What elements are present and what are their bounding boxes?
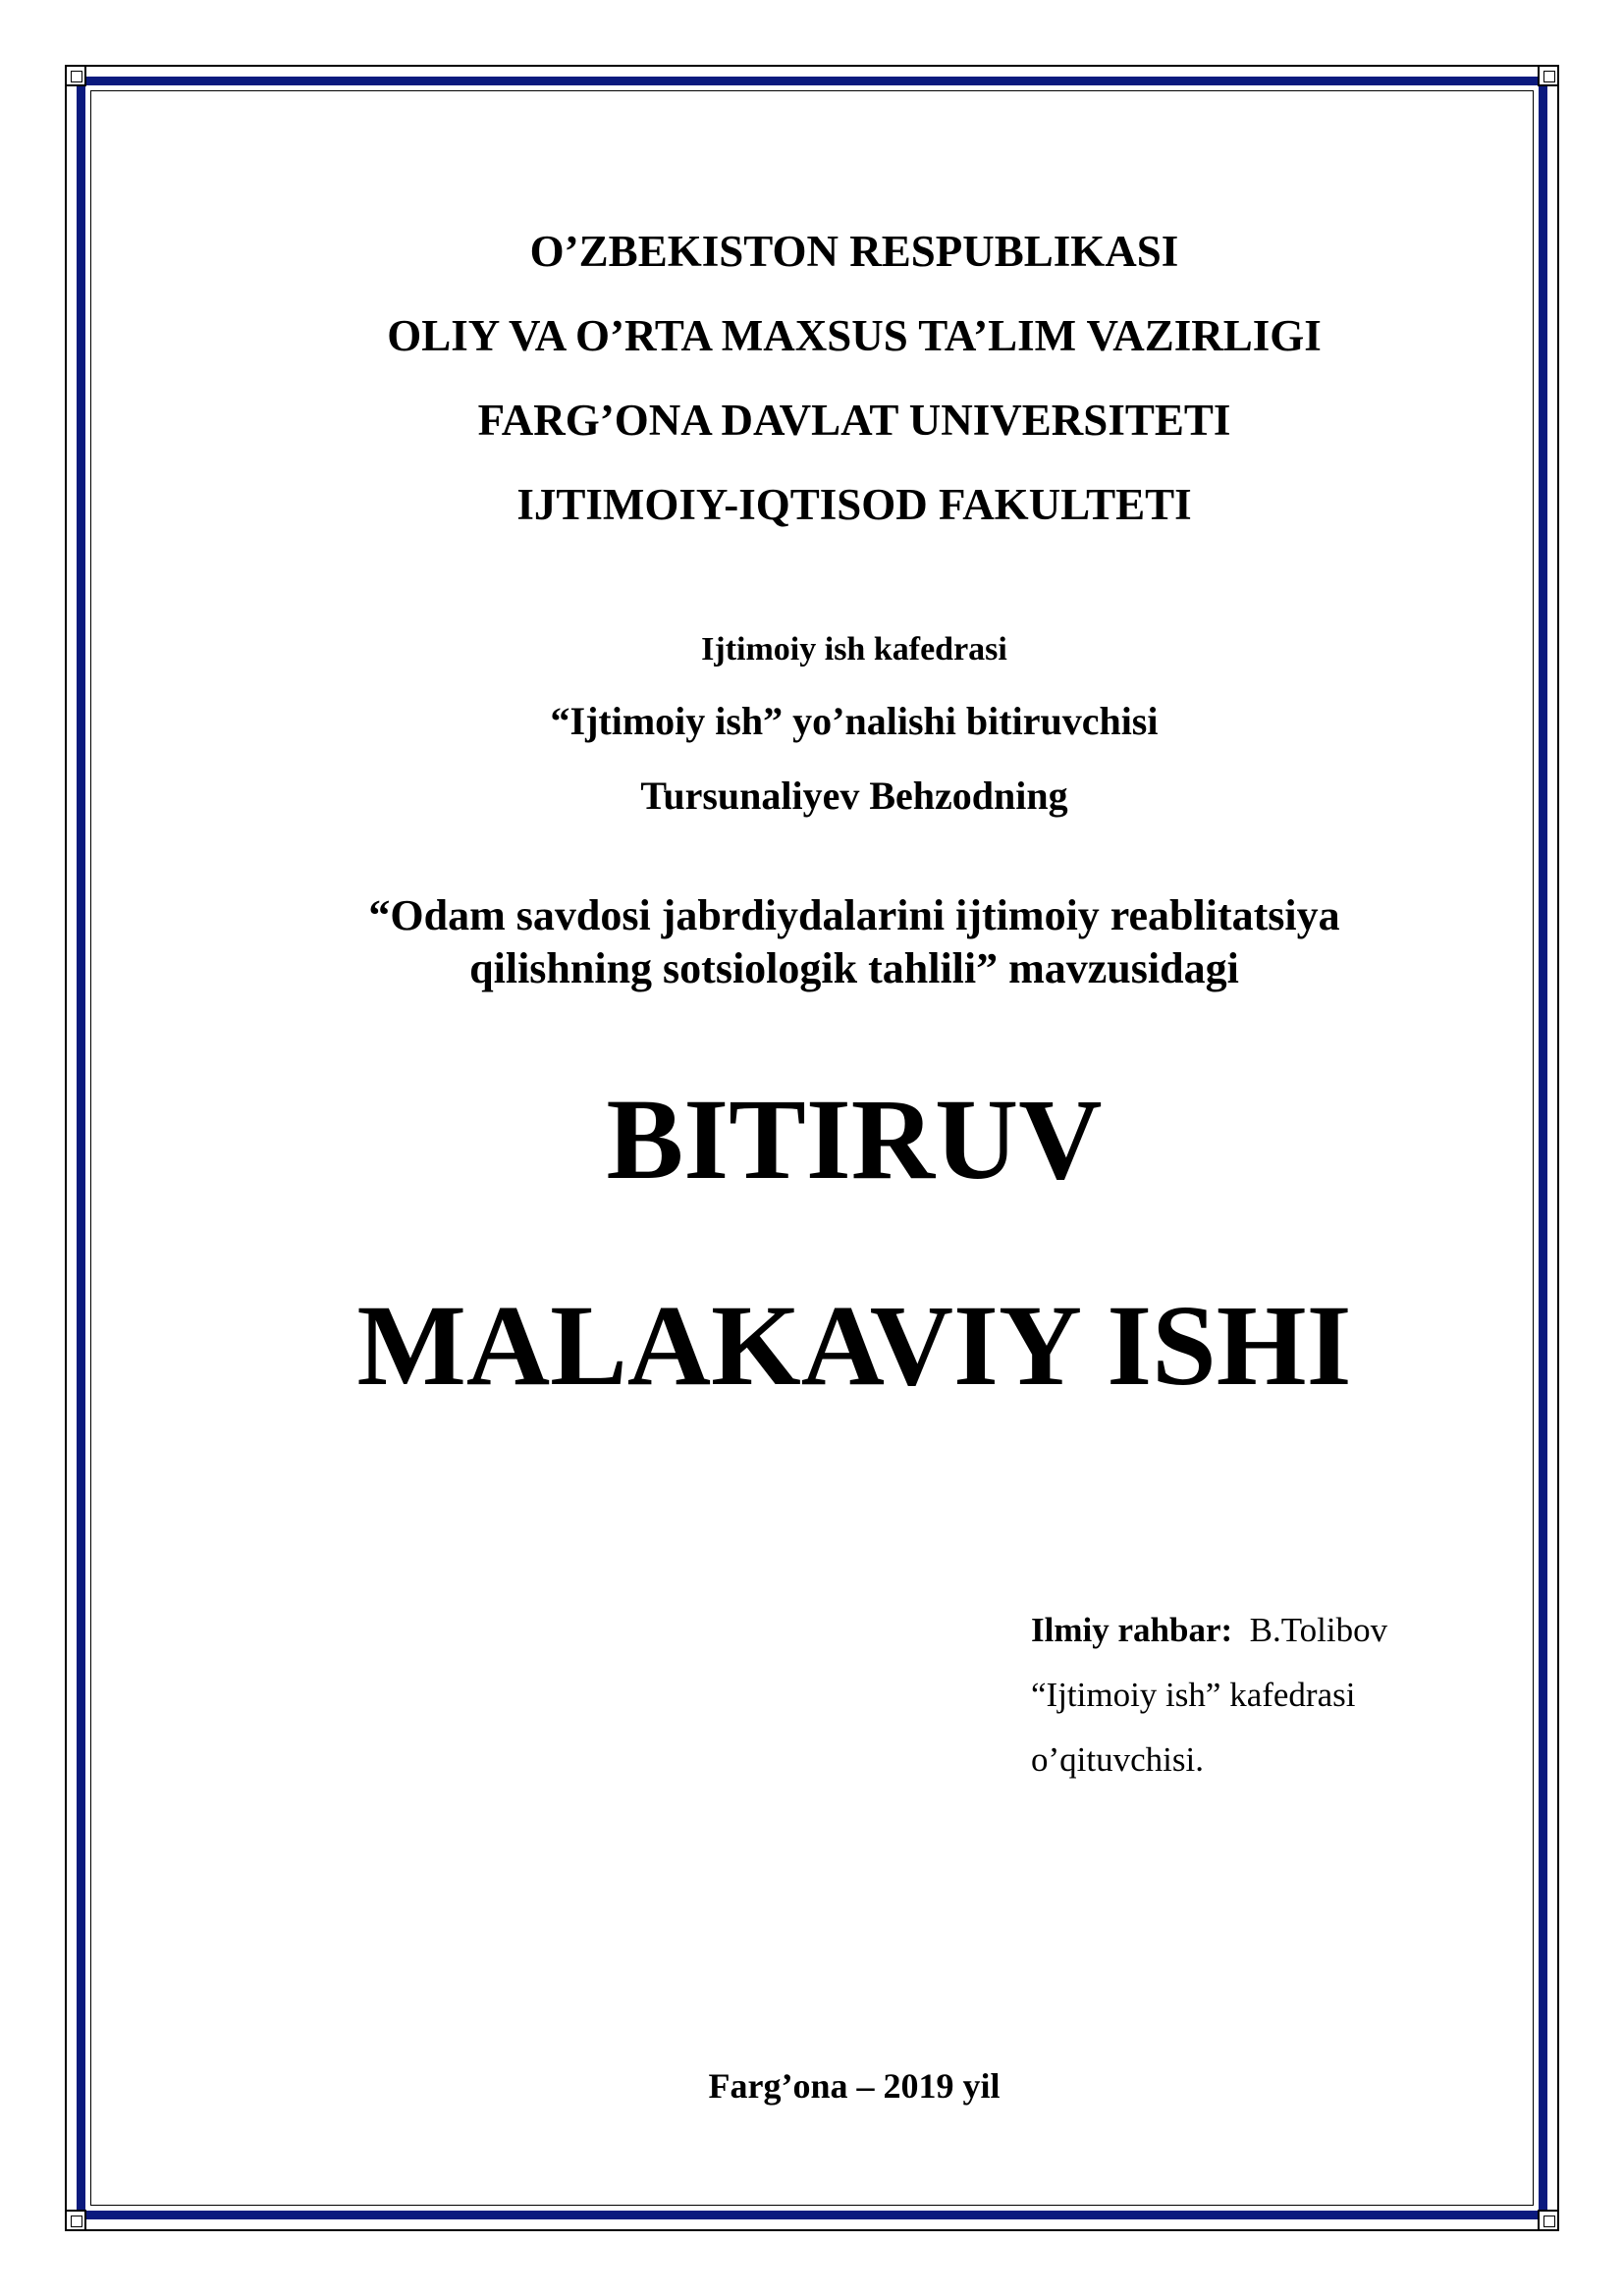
thesis-topic	[118, 889, 1591, 995]
thesis-topic-line2: qilishning sotsiologik tahlili” mavzusidagi	[469, 944, 1239, 992]
place-and-year: Farg’ona – 2019 yil	[708, 2066, 1001, 2106]
header-faculty: IJTIMOIY-IQTISOD FAKULTETI	[516, 480, 1192, 529]
department-name: Ijtimoiy ish kafedrasi	[701, 631, 1007, 667]
document-title-line1: BITIRUV	[606, 1075, 1103, 1203]
graduate-line: “Ijtimoiy ish” yo’nalishi bitiruvchisi	[550, 699, 1159, 743]
header-country: O’ZBEKISTON RESPUBLIKASI	[529, 227, 1179, 276]
corner-ornament-icon	[65, 2210, 86, 2231]
supervisor-position: o’qituvchisi.	[1031, 1740, 1204, 1779]
document-title-line2: MALAKAVIY ISHI	[356, 1281, 1352, 1410]
supervisor-line	[1031, 1598, 1387, 1663]
header-university: FARG’ONA DAVLAT UNIVERSITETI	[477, 396, 1231, 445]
header-ministry: OLIY VA O’RTA MAXSUS TA’LIM VAZIRLIGI	[387, 311, 1322, 360]
supervisor-label: Ilmiy rahbar:	[1031, 1611, 1233, 1649]
title-page	[118, 0, 1591, 2296]
supervisor-department: “Ijtimoiy ish” kafedrasi	[1031, 1676, 1356, 1714]
supervisor-block	[1031, 1598, 1387, 1792]
supervisor-name: B.Tolibov	[1249, 1611, 1388, 1649]
corner-ornament-icon	[65, 65, 86, 86]
thesis-topic-line1: “Odam savdosi jabrdiydalarini ijtimoiy reablitatsiya	[368, 891, 1340, 939]
student-name: Tursunaliyev Behzodning	[640, 774, 1068, 818]
